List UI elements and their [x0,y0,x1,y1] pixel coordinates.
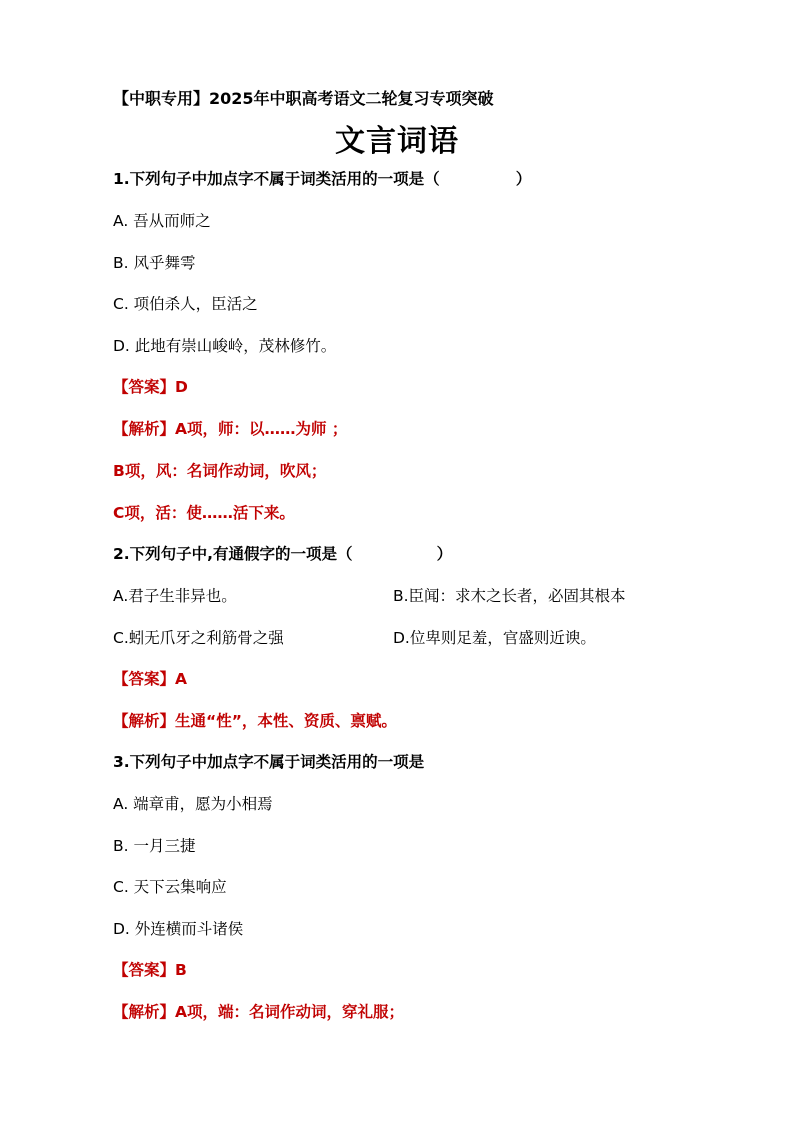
question-3-stem: 3.下列句子中加点字不属于词类活用的一项是 [113,753,425,771]
question-stem-prefix: 1.下列句子中加点字不属于词类活用的一项是（ [113,170,440,188]
answer-value: B [175,961,187,979]
answer-label: 【答案】 [113,378,176,396]
question-3-analysis-1 [113,1001,404,1023]
question-2-stem [113,543,452,565]
question-1-option-a: A. 吾从而师之 [113,212,211,230]
analysis-label: 【解析】 [113,1003,176,1021]
question-2-options-row-1 [113,585,713,607]
question-1-analysis-3: C项，活：使……活下来。 [113,504,295,522]
question-2-options-row-2 [113,627,713,649]
question-stem-suffix: ） [436,545,453,563]
question-1-answer [113,376,188,398]
question-1-option-c: C. 项伯杀人，臣活之 [113,295,258,313]
answer-label: 【答案】 [113,670,176,688]
question-1-option-d: D. 此地有崇山峻岭，茂林修竹。 [113,337,337,355]
question-2-answer [113,668,187,690]
question-1-stem [113,168,531,190]
analysis-label: 【解析】 [113,420,176,438]
question-2-option-c: C.蚓无爪牙之利筋骨之强 [113,629,284,647]
question-3-option-c: C. 天下云集响应 [113,878,227,896]
question-3-option-a: A. 端章甫，愿为小相焉 [113,795,273,813]
answer-label: 【答案】 [113,961,176,979]
question-1-analysis-2: B项，风：名词作动词，吹风； [113,462,327,480]
question-3-option-b: B. 一月三捷 [113,837,196,855]
question-2-analysis-1 [113,710,397,732]
question-3-option-d: D. 外连横而斗诸侯 [113,920,244,938]
question-stem-prefix: 2.下列句子中,有通假字的一项是（ [113,545,353,563]
question-3-answer [113,959,187,981]
document-header: 【中职专用】2025年中职高考语文二轮复习专项突破 [113,89,494,108]
question-2-option-a: A.君子生非异也。 [113,587,237,605]
answer-value: A [175,670,188,688]
question-stem-suffix: ） [515,170,532,188]
page-title: 文言词语 [335,124,459,159]
analysis-label: 【解析】 [113,712,176,730]
answer-value: D [175,378,188,396]
question-2-option-d: D.位卑则足羞，官盛则近谀。 [393,629,596,647]
analysis-text: 生通“性”，本性、资质、禀赋。 [175,712,397,730]
question-1-option-b: B. 风乎舞雩 [113,254,196,272]
analysis-text: A项，端：名词作动词，穿礼服； [175,1003,405,1021]
question-2-option-b: B.臣闻：求木之长者，必固其根本 [393,587,626,605]
question-1-analysis-1 [113,418,347,440]
analysis-text: A项，师：以……为师 ； [175,420,348,438]
